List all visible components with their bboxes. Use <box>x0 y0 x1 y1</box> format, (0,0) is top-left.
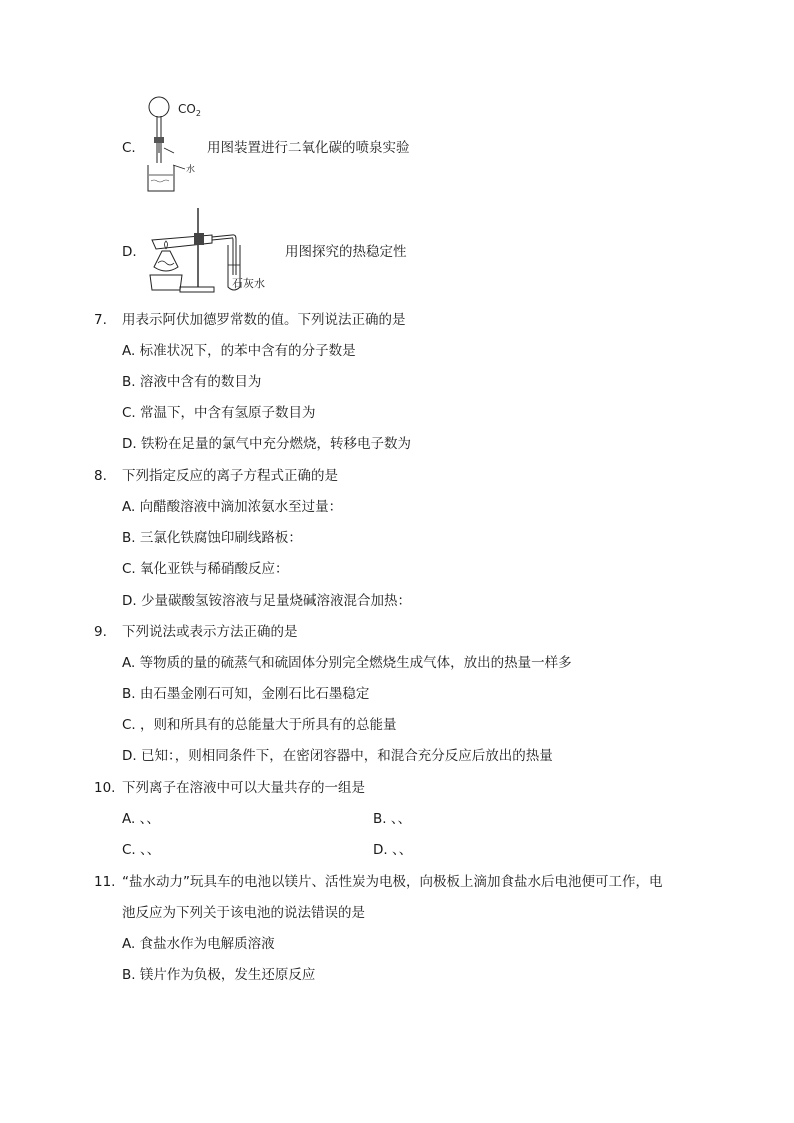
question-stem: 下列说法或表示方法正确的是 <box>122 624 298 640</box>
option-a: A. 标准状况下，的苯中含有的分子数是 <box>122 343 356 359</box>
question-number: 10. <box>94 780 116 796</box>
question-number: 11. <box>94 874 116 890</box>
question-stem: 下列指定反应的离子方程式正确的是 <box>122 468 338 484</box>
option-letter: D. <box>122 244 137 260</box>
water-label: 水 <box>186 165 196 175</box>
option-text: 用图探究的热稳定性 <box>285 244 407 260</box>
option-d: D. 、、 <box>373 842 413 858</box>
option-b: B. 镁片作为负极，发生还原反应 <box>122 967 316 983</box>
question-number: 8. <box>94 468 107 484</box>
limewater-label: 石灰水 <box>232 277 265 290</box>
option-c: C. 氧化亚铁与稀硝酸反应： <box>122 561 289 577</box>
option-b: B. 、、 <box>373 811 412 827</box>
option-a: A. 食盐水作为电解质溶液 <box>122 936 275 952</box>
option-d: D. 已知：，则相同条件下，在密闭容器中，和混合充分反应后放出的热量 <box>122 748 553 764</box>
option-a: A. 、、 <box>122 811 160 827</box>
question-stem: 下列离子在溶液中可以大量共存的一组是 <box>122 780 365 796</box>
question-number: 7. <box>94 312 107 328</box>
option-b: B. 由石墨金刚石可知，金刚石比石墨稳定 <box>122 686 370 702</box>
co2-label: $CO_2$ <box>178 102 201 118</box>
option-b: B. 溶液中含有的数目为 <box>122 374 262 390</box>
question-stem: 用表示阿伏加德罗常数的值。下列说法正确的是 <box>122 312 406 328</box>
option-a: A. 向醋酸溶液中滴加浓氨水至过量： <box>122 499 343 515</box>
option-b: B. 三氯化铁腐蚀印刷线路板： <box>122 530 302 546</box>
option-letter: C. <box>122 140 136 156</box>
option-c: C. 、、 <box>122 842 161 858</box>
fountain-experiment-figure <box>140 93 210 193</box>
option-a: A. 等物质的量的硫蒸气和硫固体分别完全燃烧生成气体，放出的热量一样多 <box>122 655 572 671</box>
question-stem-line2: 池反应为下列关于该电池的说法错误的是 <box>122 905 365 921</box>
thermal-stability-apparatus-figure <box>140 205 290 300</box>
option-d: D. 铁粉在足量的氯气中充分燃烧，转移电子数为 <box>122 436 411 452</box>
question-number: 9. <box>94 624 107 640</box>
option-c: C. ，则和所具有的总能量大于所具有的总能量 <box>122 717 397 733</box>
question-stem-line1: “盐水动力”玩具车的电池以镁片、活性炭为电极，向极板上滴加食盐水后电池便可工作，电 <box>122 874 663 890</box>
option-d: D. 少量碳酸氢铵溶液与足量烧碱溶液混合加热： <box>122 593 411 609</box>
option-c: C. 常温下，中含有氢原子数目为 <box>122 405 316 421</box>
option-text: 用图装置进行二氧化碳的喷泉实验 <box>207 140 410 156</box>
